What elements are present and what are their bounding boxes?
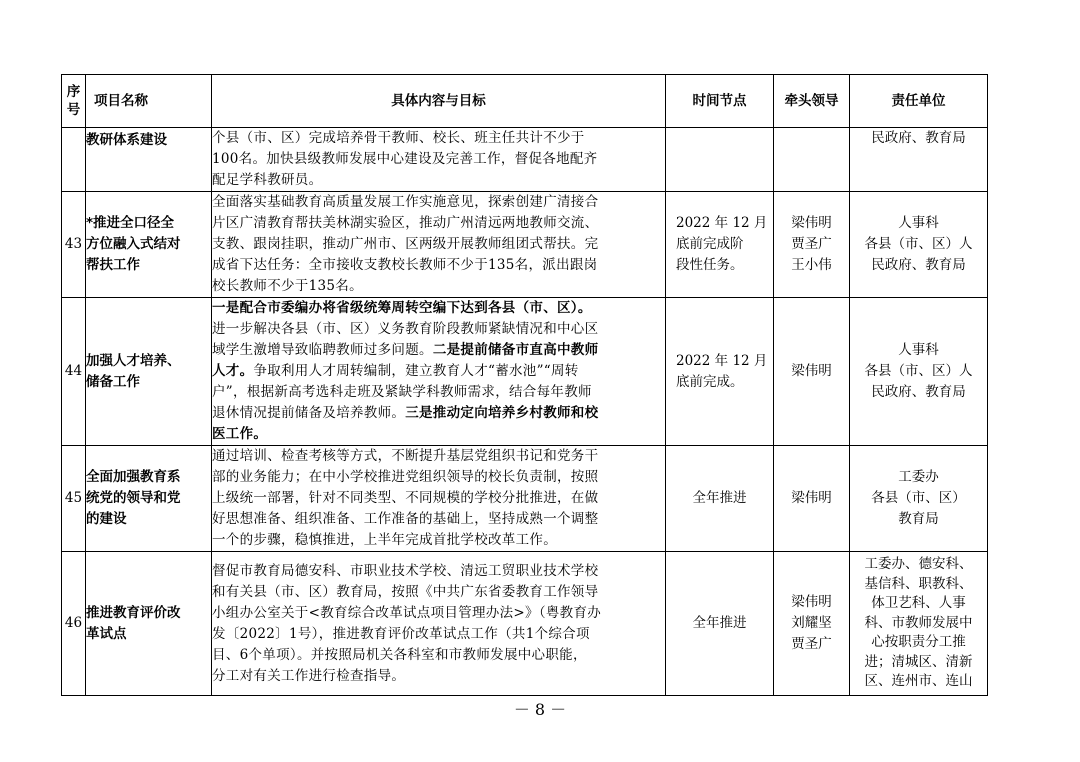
responsible-unit: 民政府、教育局: [850, 128, 988, 192]
table-row: [62, 192, 988, 298]
responsible-unit: 人事科 各县（市、区）人 民政府、教育局: [850, 192, 988, 298]
time-node: 2022 年 12 月 底前完成。: [666, 298, 774, 446]
page-number: － 8 －: [513, 700, 567, 719]
responsible-unit: 人事科 各县（市、区）人 民政府、教育局: [850, 298, 988, 446]
lead-leader: 梁伟明: [774, 298, 850, 446]
header-content: 具体内容与目标: [212, 75, 666, 128]
lead-leader: 梁伟明 刘耀坚 贾圣广: [774, 552, 850, 696]
project-name: 全面加强教育系 统党的领导和党 的建设: [86, 446, 212, 552]
table-row: [62, 552, 988, 696]
row-number: 46: [62, 552, 86, 696]
time-node: [666, 128, 774, 192]
project-content: 一是配合市委编办将省级统筹周转空编下达到各县（市、区）。 进一步解决各县（市、区）义务教育阶段教师紧缺情况和中心区 域学生激增导致临聘教师过多问题。二是提前储备市直高中教师 人才。争取利用人才周转编制，建立教育人才“蓄水池”“周转 户”，根据新高考选科走班及紧缺学科教师需求，结合每年教师 退休情况提前储备及培养教师。三是推动定向培养乡村教师和校 医工作。: [212, 298, 666, 446]
row-number: 44: [62, 298, 86, 446]
header-seq: 序 号: [62, 75, 86, 128]
project-name: 教研体系建设: [86, 128, 212, 192]
table-header-row: [62, 75, 988, 128]
project-content: 督促市教育局德安科、市职业技术学校、清远工贸职业技术学校 和有关县（市、区）教育局，按照《中共广东省委教育工作领导 小组办公室关于<教育综合改革试点项目管理办法>》（粤教育办 发〔2022〕1号），推进教育评价改革试点工作（共1个综合项 目、6个单项）。并按照局机关各科室和市教师发展中心职能， 分工对有关工作进行检查指导。: [212, 552, 666, 696]
header-unit: 责任单位: [850, 75, 988, 128]
lead-leader: 梁伟明 贾圣广 王小伟: [774, 192, 850, 298]
row-number: [62, 128, 86, 192]
project-content: 通过培训、检查考核等方式，不断提升基层党组织书记和党务干 部的业务能力；在中小学校推进党组织领导的校长负责制，按照 上级统一部署，针对不同类型、不同规模的学校分批推进，在做 好思想准备、组织准备、工作准备的基础上，坚持成熟一个调整 一个的步骤，稳慎推进，上半年完成首批学校改革工作。: [212, 446, 666, 552]
row-number: 45: [62, 446, 86, 552]
header-leader: 牵头领导: [774, 75, 850, 128]
project-content: 个县（市、区）完成培养骨干教师、校长、班主任共计不少于 100名。加快县级教师发展中心建设及完善工作，督促各地配齐 配足学科教研员。: [212, 128, 666, 192]
responsible-unit: 工委办 各县（市、区） 教育局: [850, 446, 988, 552]
header-time: 时间节点: [666, 75, 774, 128]
table-row: [62, 128, 988, 192]
lead-leader: 梁伟明: [774, 446, 850, 552]
project-name: 加强人才培养、 储备工作: [86, 298, 212, 446]
time-node: 全年推进: [666, 446, 774, 552]
lead-leader: [774, 128, 850, 192]
row-number: 43: [62, 192, 86, 298]
time-node: 2022 年 12 月 底前完成阶 段性任务。: [666, 192, 774, 298]
project-name: 推进教育评价改 革试点: [86, 552, 212, 696]
work-plan-table: [61, 74, 988, 696]
table-row: [62, 446, 988, 552]
time-node: 全年推进: [666, 552, 774, 696]
project-content: 全面落实基础教育高质量发展工作实施意见，探索创建广清接合 片区广清教育帮扶美林湖实验区，推动广州清远两地教师交流、 支教、跟岗挂职，推动广州市、区两级开展教师组团式帮扶。完 成省下达任务：全市接收支教校长教师不少于135名，派出跟岗 校长教师不少于135名。: [212, 192, 666, 298]
table-row: [62, 298, 988, 446]
project-name: *推进全口径全 方位融入式结对 帮扶工作: [86, 192, 212, 298]
header-project-name: 项目名称: [86, 75, 212, 128]
responsible-unit: 工委办、德安科、 基信科、职教科、 体卫艺科、人事 科、市教师发展中 心按职责分工推 进；清城区、清新 区、连州市、连山: [850, 552, 988, 696]
